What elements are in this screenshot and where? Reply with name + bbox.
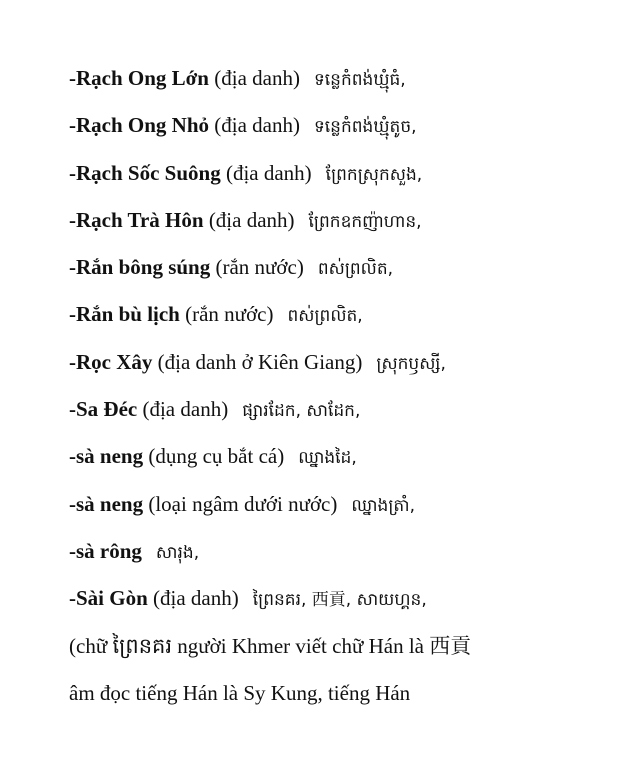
glossary-entry — [69, 153, 609, 200]
entry-note: (địa danh ở Kiên Giang) — [157, 349, 363, 374]
entry-translation: ព្រៃនគរ, 西貢, សាយហ្គន, — [252, 590, 427, 611]
continuation-line: (chữ ព្រៃនគរ người Khmer viết chữ Hán là 西貢 — [69, 633, 472, 658]
entry-note: (loại ngâm dưới nước) — [148, 491, 338, 516]
entry-term: -Rạch Ong Lớn — [69, 66, 209, 90]
entry-term: -Rắn bông súng — [69, 255, 211, 280]
entry-note: (địa danh) — [214, 66, 300, 90]
entry-translation: ទន្លេកំពង់ឃ្មុំធំ, — [313, 70, 406, 90]
entry-term: -Sài Gòn — [69, 586, 148, 611]
entry-term: -sà rông — [69, 538, 142, 563]
glossary-entry — [69, 200, 609, 247]
glossary-entry — [69, 247, 609, 294]
entry-translation: ពស់ព្រលិត, — [317, 259, 394, 280]
entry-term: -Rạch Ong Nhỏ — [69, 113, 210, 138]
entry-translation: ទន្លេកំពង់ឃ្មុំតូច, — [314, 117, 417, 138]
entry-note: (rắn nước) — [185, 302, 274, 327]
glossary-entry — [69, 389, 609, 436]
entry-note: (địa danh) — [225, 160, 312, 185]
entry-term: -Rọc Xây — [69, 349, 153, 374]
entry-translation: ឈ្នាងត្រាំ, — [351, 495, 415, 516]
entry-translation: ព្រែកស្រុកសួង, — [325, 164, 423, 185]
glossary-entry — [69, 578, 609, 625]
entry-note: (địa danh) — [153, 586, 239, 611]
entry-translation: ស្រុកឫស្សី, — [376, 353, 446, 374]
entry-term: -sà neng — [69, 444, 144, 469]
glossary-entry — [69, 531, 609, 578]
entry-term: -Rạch Sốc Suông — [69, 160, 221, 185]
entry-term: -Sa Đéc — [69, 397, 138, 422]
entry-term: -sà neng — [69, 491, 144, 516]
glossary-entry — [69, 105, 609, 152]
glossary-entry — [69, 342, 609, 389]
entry-translation: ឈ្នាងដៃ, — [298, 448, 357, 469]
entry-note: (địa danh) — [214, 113, 300, 138]
glossary-entry — [69, 294, 609, 341]
entry-note: (địa danh) — [142, 397, 229, 422]
entry-note: (rắn nước) — [215, 255, 304, 280]
glossary-entry — [69, 58, 609, 105]
continuation-line: âm đọc tiếng Hán là Sy Kung, tiếng Hán — [69, 680, 411, 705]
glossary-entry — [69, 436, 609, 483]
glossary-entry — [69, 484, 609, 531]
entry-translation: សារុង, — [155, 542, 200, 563]
entry-term: -Rắn bù lịch — [69, 302, 180, 327]
glossary-list — [69, 58, 609, 720]
entry-translation: ផ្សារដែក, សាដែក, — [242, 401, 361, 422]
entry-note: (dụng cụ bắt cá) — [148, 444, 285, 469]
entry-translation: ពស់ព្រលិត, — [287, 306, 363, 327]
entry-term: -Rạch Trà Hôn — [69, 207, 204, 232]
entry-translation: ព្រែកឧកញ៉ាហាន, — [308, 211, 422, 232]
entry-note: (địa danh) — [208, 207, 295, 232]
